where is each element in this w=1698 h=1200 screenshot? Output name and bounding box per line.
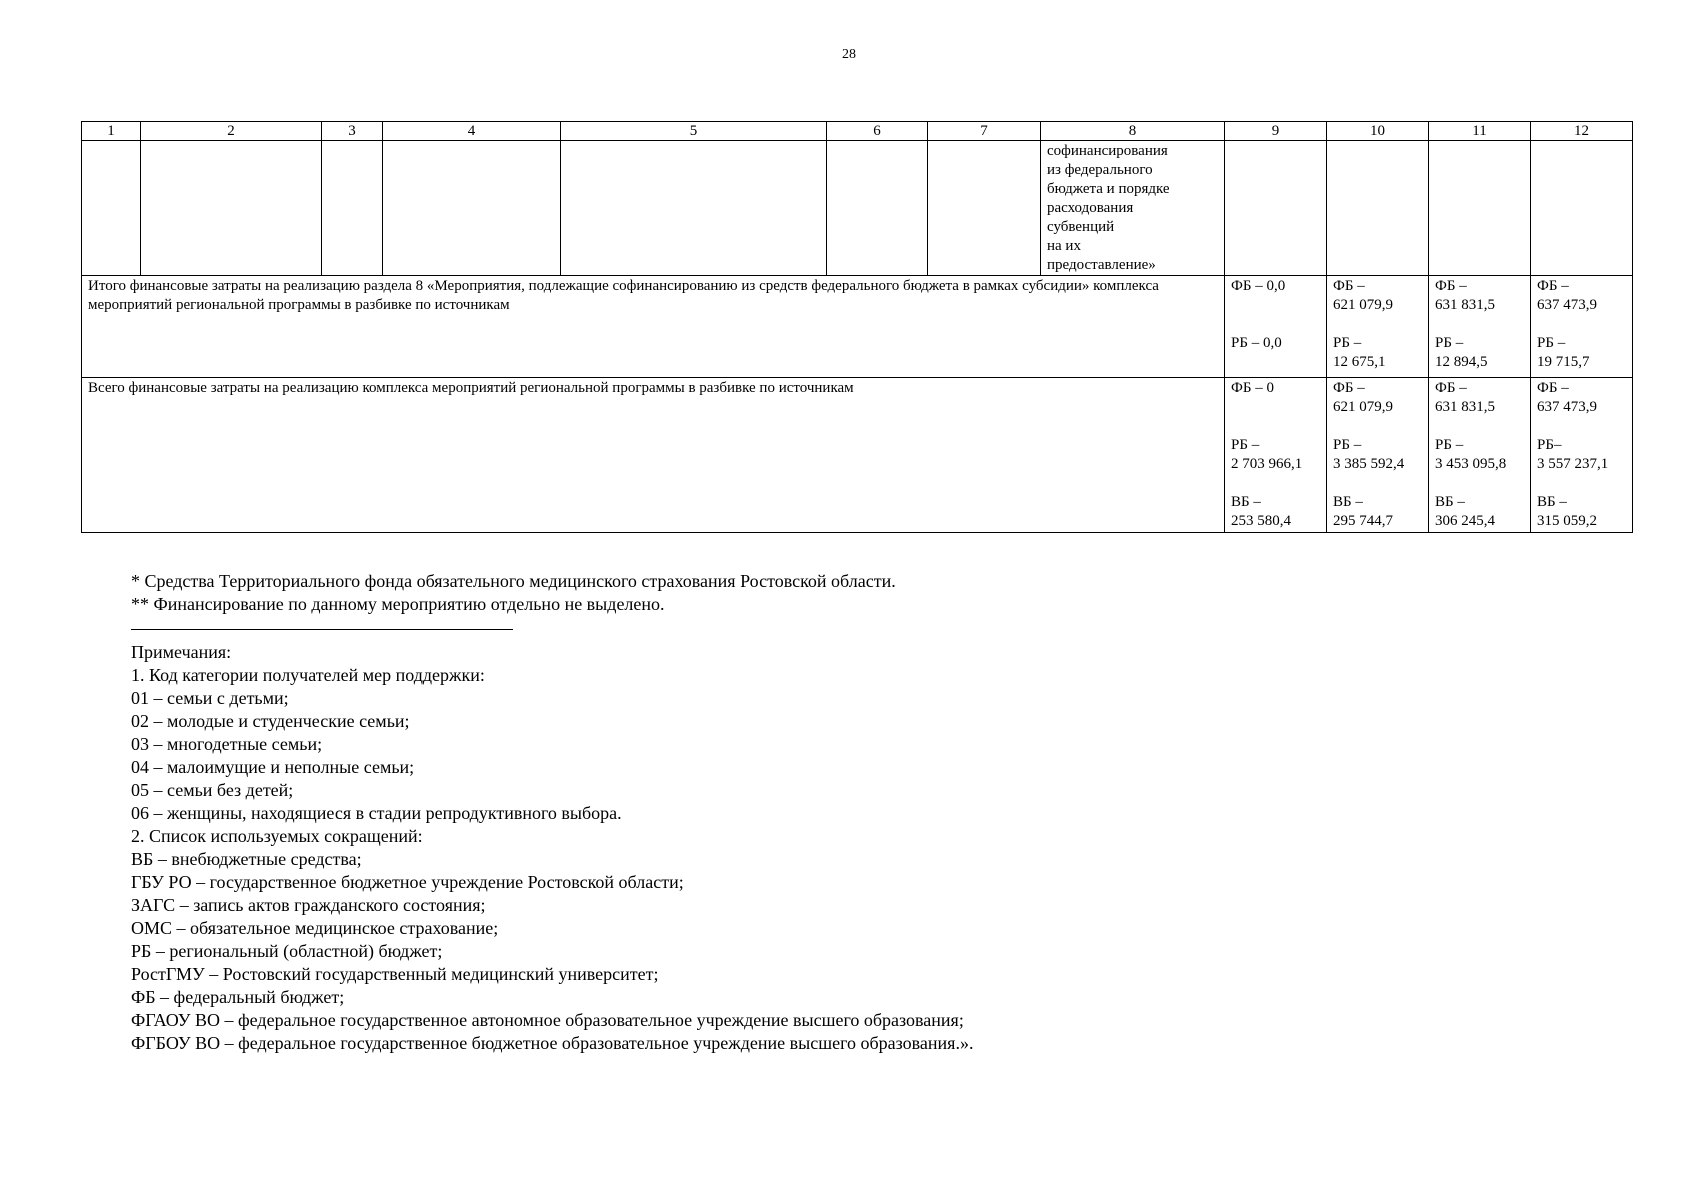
- rb-value: 12 894,5: [1435, 354, 1488, 370]
- page-number: 28: [842, 47, 856, 62]
- rb-label: РБ –: [1537, 335, 1566, 351]
- column-number: 6: [827, 122, 928, 141]
- table-cell: [383, 141, 561, 276]
- table-cell: [1531, 141, 1633, 276]
- remark-line: 05 – семьи без детей;: [131, 780, 294, 800]
- column-number: 3: [322, 122, 383, 141]
- financing-table: [81, 121, 1633, 533]
- column-number: 4: [383, 122, 561, 141]
- table-cell: [1429, 141, 1531, 276]
- vsego-col9: [1225, 378, 1327, 533]
- table-cell: [82, 141, 141, 276]
- remarks-heading: Примечания:: [131, 642, 232, 662]
- text-line: субвенций: [1047, 219, 1115, 235]
- remarks: [131, 641, 973, 1055]
- vb-value: 253 580,4: [1231, 513, 1291, 529]
- footnote: ** Финансирование по данному мероприятию отдельно не выделено.: [131, 594, 665, 614]
- rb-label: РБ –: [1333, 437, 1362, 453]
- footnote-divider: [131, 629, 513, 630]
- rb-value: 3 453 095,8: [1435, 456, 1507, 472]
- column-number: 2: [141, 122, 322, 141]
- column-number: 1: [82, 122, 141, 141]
- remark-line: 1. Код категории получателей мер поддержки:: [131, 665, 485, 685]
- fb-value: 621 079,9: [1333, 297, 1393, 313]
- remark-line: ФБ – федеральный бюджет;: [131, 987, 345, 1007]
- itogo-col12: [1531, 276, 1633, 378]
- remark-line: 2. Список используемых сокращений:: [131, 826, 423, 846]
- text-line: из федерального: [1047, 162, 1153, 178]
- remark-line: ФГБОУ ВО – федеральное государственное бюджетное образовательное учреждение высшего образования.».: [131, 1033, 974, 1053]
- remark-line: ОМС – обязательное медицинское страхование;: [131, 918, 499, 938]
- column-number: 9: [1225, 122, 1327, 141]
- text-line: софинансирования: [1047, 143, 1168, 159]
- rb-value: 12 675,1: [1333, 354, 1386, 370]
- table-cell: [141, 141, 322, 276]
- footnotes: [131, 570, 896, 616]
- rb-label: РБ –: [1231, 437, 1260, 453]
- remark-line: 04 – малоимущие и неполные семьи;: [131, 757, 415, 777]
- remark-line: РостГМУ – Ростовский государственный медицинский университет;: [131, 964, 659, 984]
- fb-value: ФБ – 0,0: [1231, 278, 1286, 294]
- vsego-col12: [1531, 378, 1633, 533]
- vb-label: ВБ –: [1435, 494, 1465, 510]
- rb-value: 2 703 966,1: [1231, 456, 1303, 472]
- itogo-row: [82, 276, 1633, 378]
- remark-line: ЗАГС – запись актов гражданского состояния;: [131, 895, 486, 915]
- fb-label: ФБ –: [1435, 278, 1467, 294]
- itogo-label: Итого финансовые затраты на реализацию раздела 8 «Мероприятия, подлежащие софинансированию из средств федерального бюджета в рамках субсидии» комплекса мероприятий региональной программы в разбивке по источникам: [82, 276, 1225, 378]
- table-cell: [322, 141, 383, 276]
- fb-value: 637 473,9: [1537, 399, 1597, 415]
- column-number: 12: [1531, 122, 1633, 141]
- column-number: 5: [561, 122, 827, 141]
- fb-value: 631 831,5: [1435, 399, 1495, 415]
- rb-label: РБ –: [1333, 335, 1362, 351]
- column-number: 11: [1429, 122, 1531, 141]
- text-line: бюджета и порядке: [1047, 181, 1170, 197]
- column-number-row: [82, 122, 1633, 141]
- footnote: * Средства Территориального фонда обязательного медицинского страхования Ростовской области.: [131, 571, 896, 591]
- fb-value: 621 079,9: [1333, 399, 1393, 415]
- rb-label: РБ –: [1435, 335, 1464, 351]
- fb-label: ФБ –: [1537, 278, 1569, 294]
- rb-value: 19 715,7: [1537, 354, 1590, 370]
- vb-value: 315 059,2: [1537, 513, 1597, 529]
- itogo-col9: [1225, 276, 1327, 378]
- remark-line: ФГАОУ ВО – федеральное государственное автономное образовательное учреждение высшего образования;: [131, 1010, 964, 1030]
- remark-line: 03 – многодетные семьи;: [131, 734, 323, 754]
- remark-line: РБ – региональный (областной) бюджет;: [131, 941, 443, 961]
- vsego-row: [82, 378, 1633, 533]
- vb-label: ВБ –: [1231, 494, 1261, 510]
- table-cell: [1225, 141, 1327, 276]
- continuation-row: [82, 141, 1633, 276]
- column-number: 10: [1327, 122, 1429, 141]
- fb-label: ФБ –: [1333, 380, 1365, 396]
- fb-value: 631 831,5: [1435, 297, 1495, 313]
- fb-label: ФБ –: [1333, 278, 1365, 294]
- vsego-label: Всего финансовые затраты на реализацию комплекса мероприятий региональной программы в разбивке по источникам: [82, 378, 1225, 533]
- remark-line: 01 – семьи с детьми;: [131, 688, 289, 708]
- column-number: 8: [1041, 122, 1225, 141]
- vb-value: 295 744,7: [1333, 513, 1393, 529]
- vb-label: ВБ –: [1333, 494, 1363, 510]
- rb-value: 3 385 592,4: [1333, 456, 1405, 472]
- remark-line: ВБ – внебюджетные средства;: [131, 849, 362, 869]
- text-line: расходования: [1047, 200, 1134, 216]
- table-cell: [561, 141, 827, 276]
- table-cell: [827, 141, 928, 276]
- rb-label: РБ–: [1537, 437, 1562, 453]
- fb-value: 637 473,9: [1537, 297, 1597, 313]
- text-line: на их: [1047, 238, 1081, 254]
- continuation-text: [1041, 141, 1225, 276]
- vb-label: ВБ –: [1537, 494, 1567, 510]
- remark-line: ГБУ РО – государственное бюджетное учреждение Ростовской области;: [131, 872, 684, 892]
- table-cell: [1327, 141, 1429, 276]
- table-cell: [928, 141, 1041, 276]
- itogo-col10: [1327, 276, 1429, 378]
- fb-label: ФБ –: [1537, 380, 1569, 396]
- remark-line: 06 – женщины, находящиеся в стадии репродуктивного выбора.: [131, 803, 622, 823]
- text-line: предоставление»: [1047, 257, 1156, 273]
- rb-value: 3 557 237,1: [1537, 456, 1609, 472]
- vb-value: 306 245,4: [1435, 513, 1495, 529]
- itogo-col11: [1429, 276, 1531, 378]
- vsego-col10: [1327, 378, 1429, 533]
- rb-label: РБ –: [1435, 437, 1464, 453]
- remark-line: 02 – молодые и студенческие семьи;: [131, 711, 410, 731]
- vsego-col11: [1429, 378, 1531, 533]
- rb-value: РБ – 0,0: [1231, 335, 1282, 351]
- column-number: 7: [928, 122, 1041, 141]
- fb-value: ФБ – 0: [1231, 380, 1274, 396]
- fb-label: ФБ –: [1435, 380, 1467, 396]
